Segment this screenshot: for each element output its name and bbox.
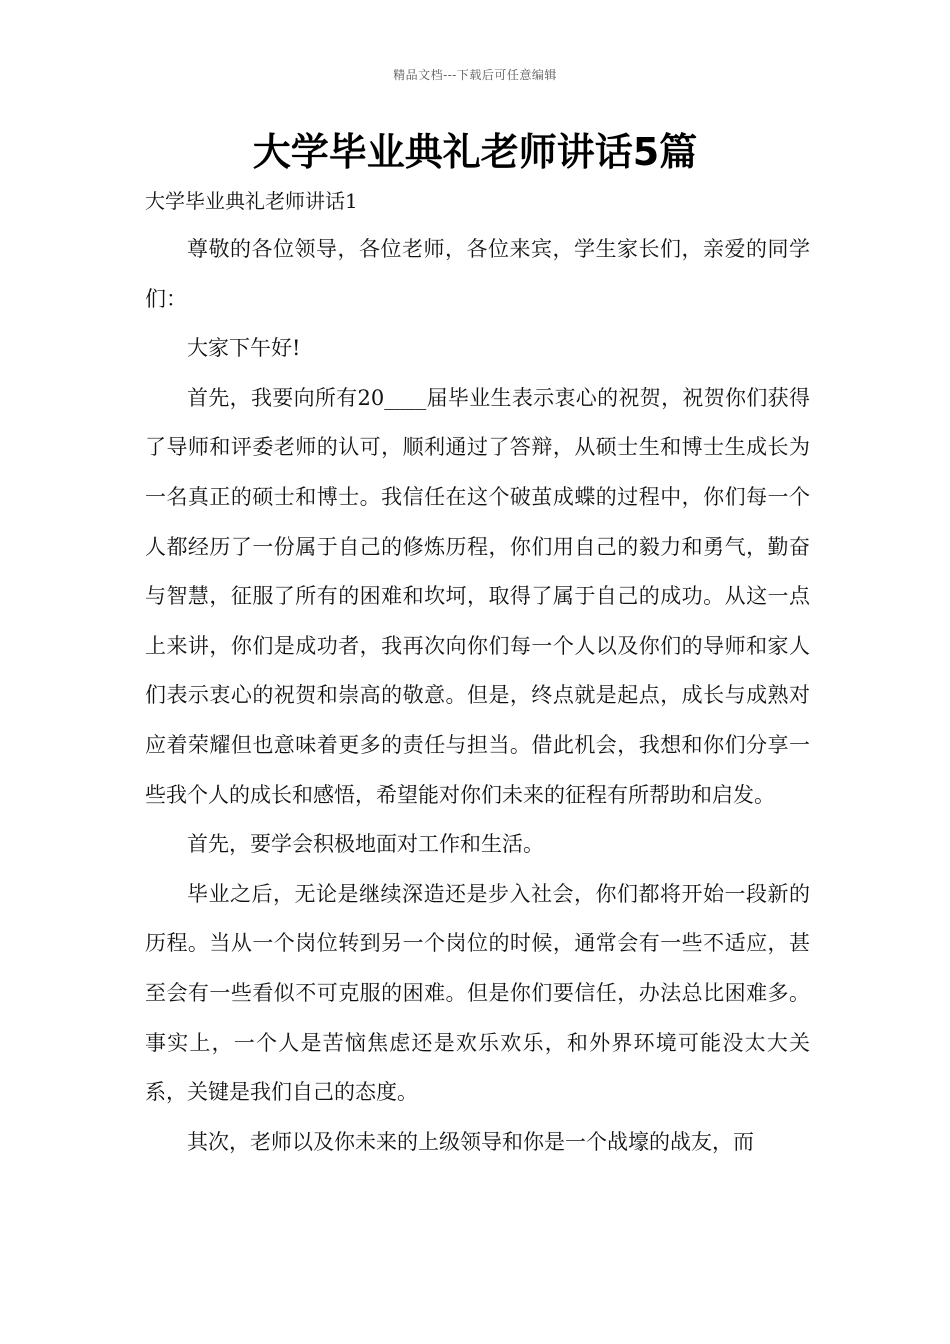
paragraph-new-journey: 毕业之后，无论是继续深造还是步入社会，你们都将开始一段新的历程。当从一个岗位转到另一个岗位的时候，通常会有一些不适应，甚至会有一些看似不可克服的困难。但是你们要信任，办法总比困难多。事实上，一个人是苦恼焦虑还是欢乐欢乐，和外界环境可能没太大关系，关键是我们自己的态度。 <box>145 881 810 1105</box>
paragraph-congratulations: 首先，我要向所有20____届毕业生表示衷心的祝贺，祝贺你们获得了导师和评委老师的认可，顺利通过了答辩，从硕士生和博士生成长为一名真正的硕士和博士。我信任在这个破茧成蝶的过程中，你们每一个人都经历了一份属于自己的修炼历程，你们用自己的毅力和勇气，勤奋与智慧，征服了所有的困难和坎坷，取得了属于自己的成功。从这一点上来讲，你们是成功者，我再次向你们每一个人以及你们的导师和家人们表示衷心的祝贺和崇高的敬意。但是，终点就是起点，成长与成熟对应着荣耀但也意味着更多的责任与担当。借此机会，我想和你们分享一些我个人的成长和感悟，希望能对你们未来的征程有所帮助和启发。 <box>145 385 810 807</box>
paragraph-salutation: 尊敬的各位领导，各位老师，各位来宾，学生家长们，亲爱的同学们： <box>145 237 810 311</box>
paragraph-greeting: 大家下午好! <box>187 336 301 361</box>
paragraph-point-two: 其次，老师以及你未来的上级领导和你是一个战壕的战友，而 <box>187 1129 754 1154</box>
body-text <box>145 225 810 1167</box>
paragraph-point-one: 首先，要学会积极地面对工作和生活。 <box>187 832 544 857</box>
section-heading: 大学毕业典礼老师讲话1 <box>145 189 358 213</box>
document-title: 大学毕业典礼老师讲话5篇 <box>252 130 698 174</box>
header-note: 精品文档---下载后可任意编辑 <box>393 68 557 82</box>
